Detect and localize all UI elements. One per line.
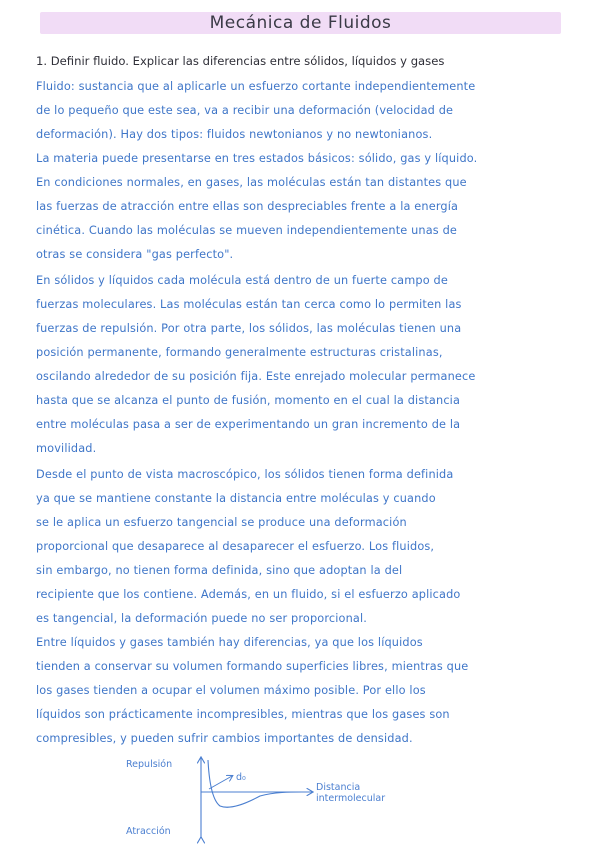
text-line: otras se considera "gas perfecto".: [36, 248, 234, 261]
text-line: La materia puede presentarse en tres estados básicos: sólido, gas y líquido.: [36, 152, 478, 165]
text-line: Entre líquidos y gases también hay diferencias, ya que los líquidos: [36, 636, 423, 649]
d0-arrow: [209, 776, 232, 789]
text-line: recipiente que los contiene. Además, en un fluido, si el esfuerzo aplicado: [36, 588, 461, 601]
distance-label: Distancia: [316, 782, 361, 793]
text-line: los gases tienden a ocupar el volumen máximo posible. Por ello los: [36, 684, 426, 697]
text-line: las fuerzas de atracción entre ellas son despreciables frente a la energía: [36, 200, 459, 213]
text-line: fuerzas moleculares. Las moléculas están tan cerca como lo permiten las: [36, 298, 462, 311]
text-line: sin embargo, no tienen forma definida, sino que adoptan la del: [36, 564, 403, 577]
text-line: Desde el punto de vista macroscópico, los sólidos tienen forma definida: [36, 468, 454, 481]
text-line: En condiciones normales, en gases, las moléculas están tan distantes que: [36, 176, 467, 189]
text-line: se le aplica un esfuerzo tangencial se produce una deformación: [36, 516, 407, 529]
text-line: movilidad.: [36, 442, 97, 455]
text-line: entre moléculas pasa a ser de experimentando un gran incremento de la: [36, 418, 461, 431]
repulsion-label: Repulsión: [126, 759, 173, 770]
text-line: de lo pequeño que este sea, va a recibir una deformación (velocidad de: [36, 104, 454, 117]
text-line: En sólidos y líquidos cada molécula está dentro de un fuerte campo de: [36, 274, 448, 287]
text-line: tienden a conservar su volumen formando superficies libres, mientras que: [36, 660, 469, 673]
text-line: Fluido: sustancia que al aplicarle un esfuerzo cortante independientemente: [36, 80, 476, 93]
d0-label: d₀: [236, 772, 246, 783]
attraction-label: Atracción: [126, 826, 171, 837]
question-heading: 1. Definir fluido. Explicar las diferencias entre sólidos, líquidos y gases: [36, 54, 445, 68]
text-line: compresibles, y pueden sufrir cambios importantes de densidad.: [36, 732, 413, 745]
text-line: es tangencial, la deformación puede no ser proporcional.: [36, 612, 368, 625]
text-line: posición permanente, formando generalmente estructuras cristalinas,: [36, 346, 443, 359]
potential-curve: [208, 760, 302, 807]
intermolecular-label: intermolecular: [316, 793, 386, 804]
potential-diagram: [120, 752, 420, 846]
text-line: cinética. Cuando las moléculas se mueven independientemente unas de: [36, 224, 458, 237]
page-title: Mecánica de Fluidos: [209, 13, 392, 33]
text-line: oscilando alrededor de su posición fija. Este enrejado molecular permanece: [36, 370, 476, 383]
text-line: hasta que se alcanza el punto de fusión, momento en el cual la distancia: [36, 394, 461, 407]
text-line: proporcional que desaparece al desaparecer el esfuerzo. Los fluidos,: [36, 540, 435, 553]
text-line: líquidos son prácticamente incompresibles, mientras que los gases son: [36, 708, 450, 721]
text-line: fuerzas de repulsión. Por otra parte, los sólidos, las moléculas tienen una: [36, 322, 462, 335]
text-line: ya que se mantiene constante la distancia entre moléculas y cuando: [36, 492, 436, 505]
text-line: deformación). Hay dos tipos: fluidos newtonianos y no newtonianos.: [36, 128, 433, 141]
